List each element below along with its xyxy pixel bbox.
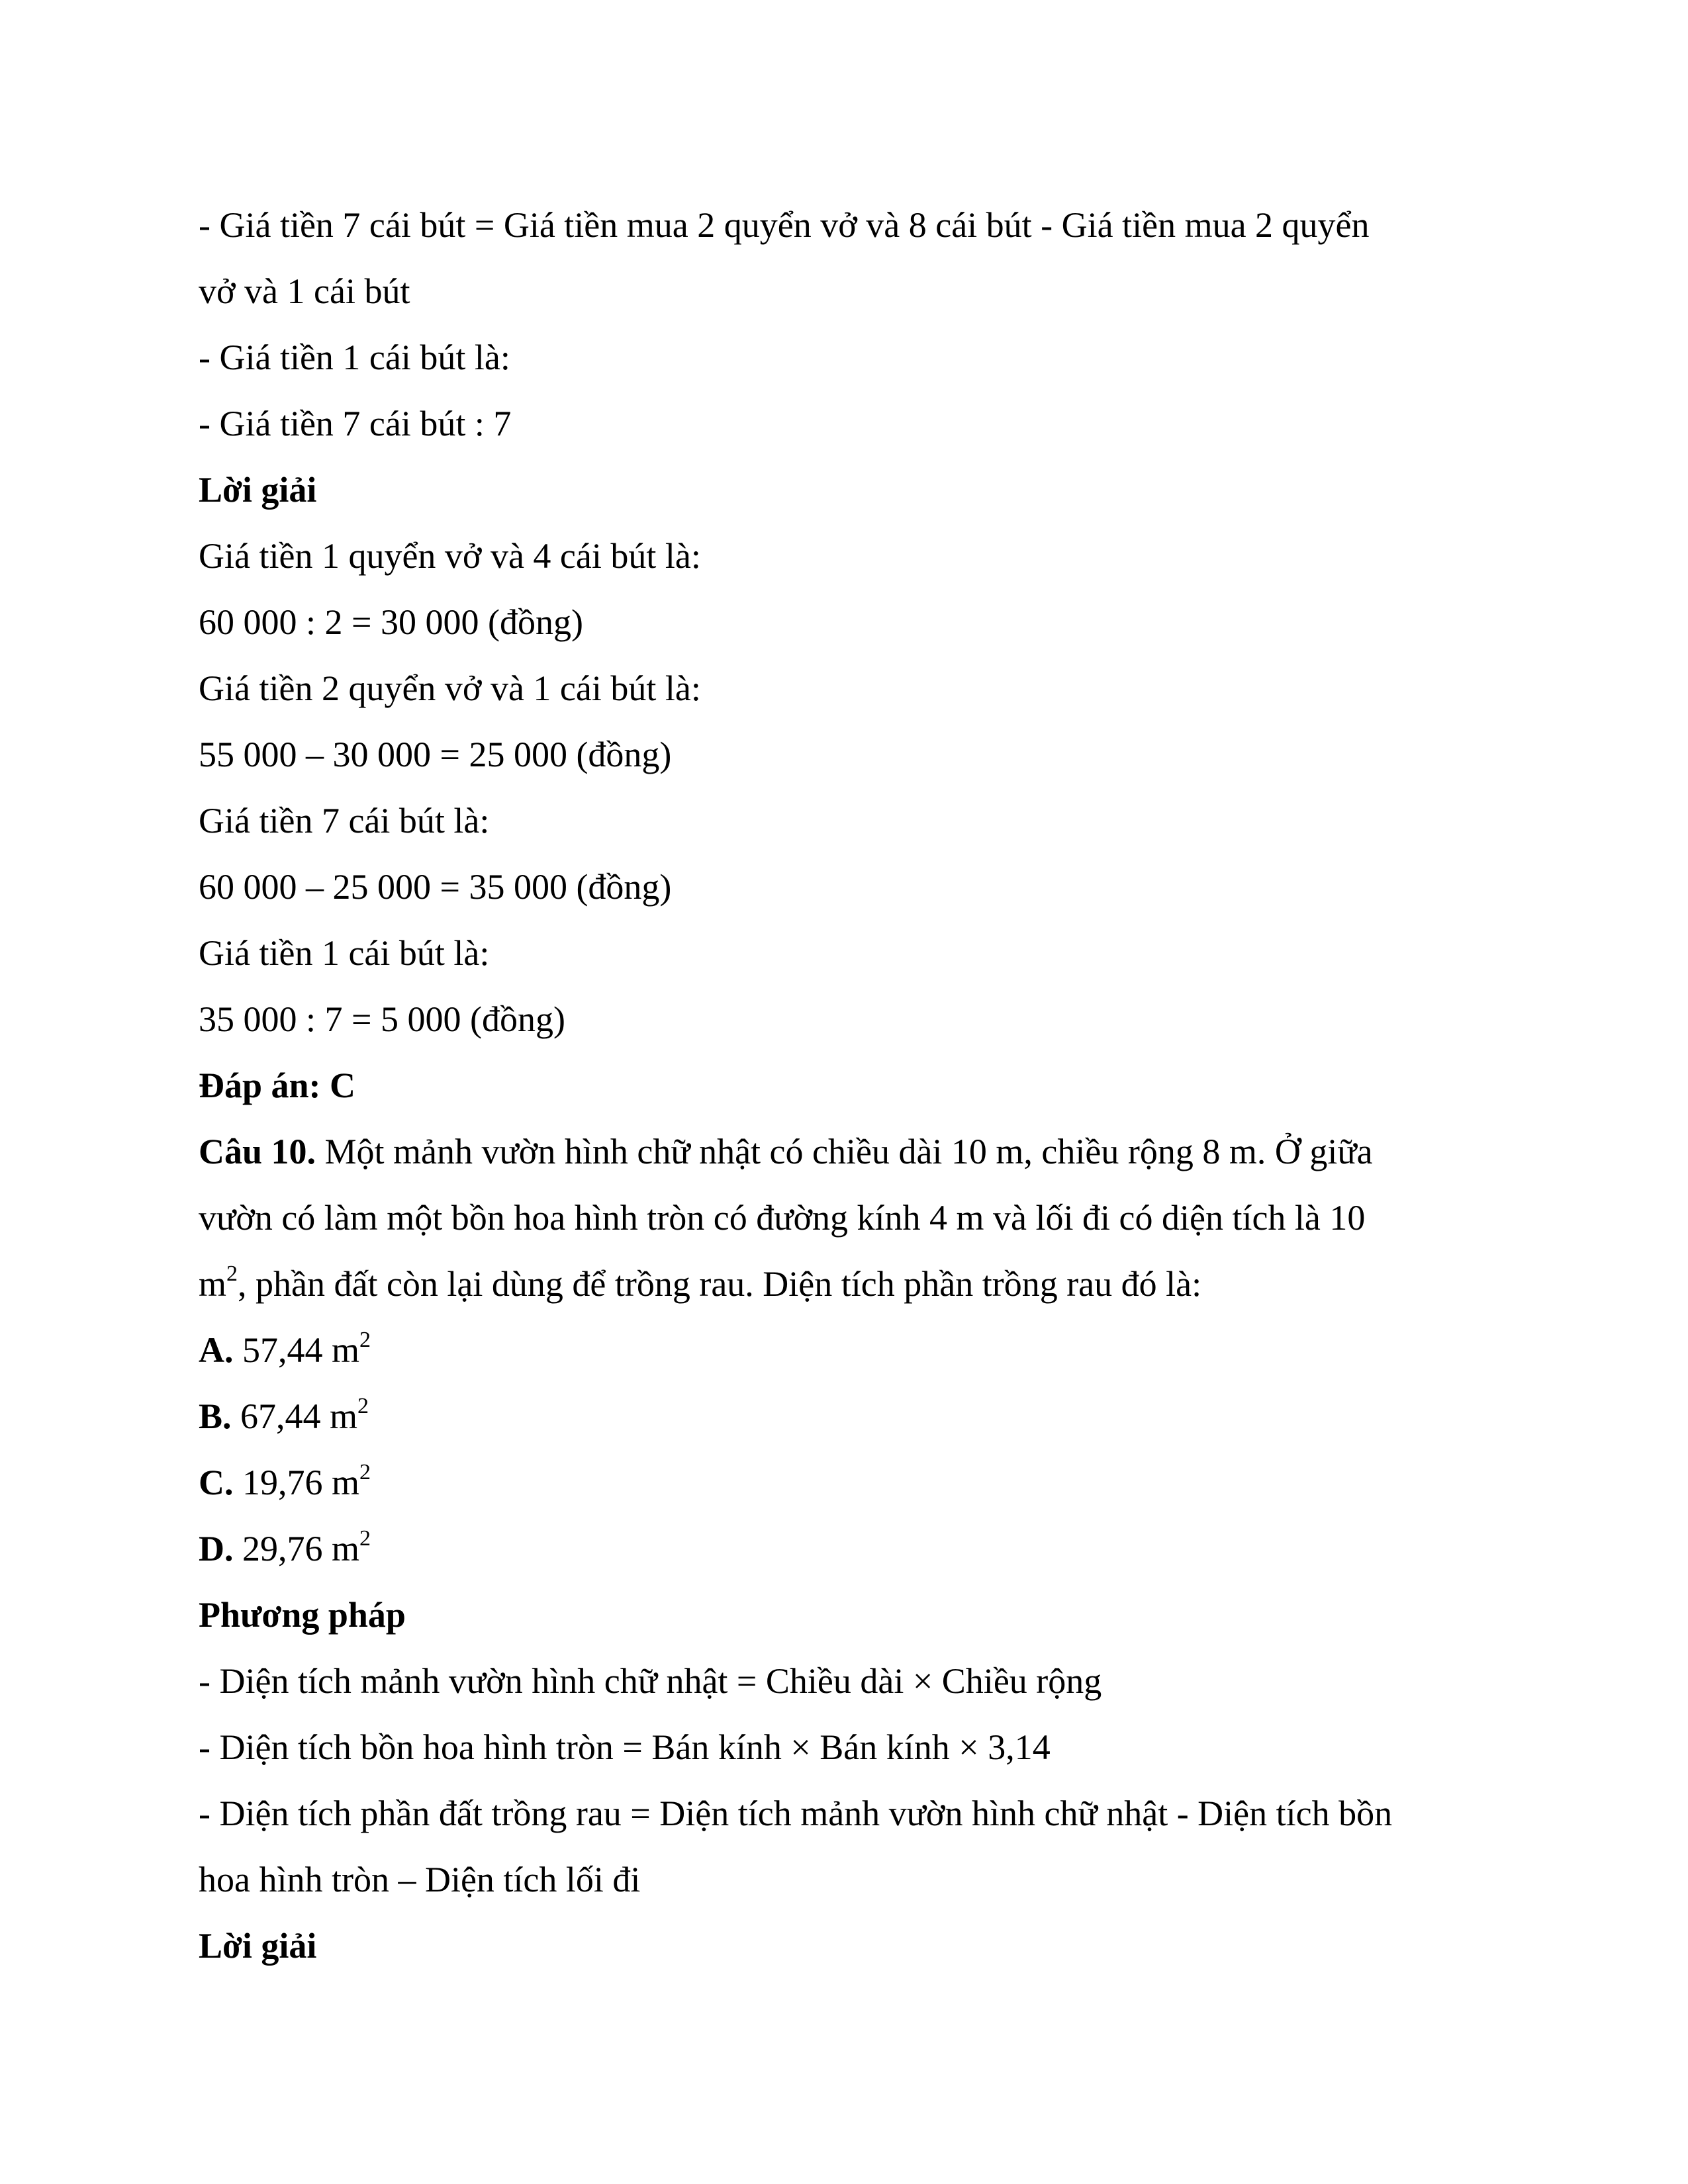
option-exponent: 2 <box>359 1526 371 1551</box>
question-text-3: , phần đất còn lại dùng để trồng rau. Diện tích phần trồng rau đó là: <box>238 1264 1202 1304</box>
method-line: hoa hình tròn – Diện tích lối đi <box>199 1860 641 1899</box>
option-letter: D. <box>199 1529 234 1569</box>
document-body <box>199 192 1489 1979</box>
option-value: 19,76 m <box>233 1463 360 1502</box>
option-letter: C. <box>199 1463 234 1502</box>
solution-line: 35 000 : 7 = 5 000 (đồng) <box>199 999 565 1039</box>
option-b <box>199 1383 1489 1449</box>
method-heading: Phương pháp <box>199 1595 406 1635</box>
option-exponent: 2 <box>357 1394 369 1418</box>
method-line: - Diện tích bồn hoa hình tròn = Bán kính × Bán kính × 3,14 <box>199 1727 1051 1767</box>
option-d <box>199 1516 1489 1582</box>
method-line: - Diện tích phần đất trồng rau = Diện tích mảnh vườn hình chữ nhật - Diện tích bồn <box>199 1794 1393 1833</box>
question-unit-exponent: 2 <box>226 1261 238 1286</box>
solution-line: 60 000 – 25 000 = 35 000 (đồng) <box>199 867 672 907</box>
solution-line: Giá tiền 1 cái bút là: <box>199 933 490 973</box>
question-label: Câu 10. <box>199 1132 316 1171</box>
question-unit: m <box>199 1264 227 1304</box>
solution-heading: Lời giải <box>199 1926 317 1966</box>
solution-line: Giá tiền 1 quyển vở và 4 cái bút là: <box>199 536 701 576</box>
hint-line: vở và 1 cái bút <box>199 271 410 311</box>
method-line: - Diện tích mảnh vườn hình chữ nhật = Chiều dài × Chiều rộng <box>199 1661 1102 1701</box>
option-letter: B. <box>199 1396 232 1436</box>
question-line-1 <box>199 1118 1489 1185</box>
hint-line: - Giá tiền 1 cái bút là: <box>199 338 510 377</box>
option-value: 57,44 m <box>233 1330 360 1370</box>
option-a <box>199 1317 1489 1383</box>
question-line-3 <box>199 1251 1489 1317</box>
solution-line: 55 000 – 30 000 = 25 000 (đồng) <box>199 735 672 774</box>
option-letter: A. <box>199 1330 234 1370</box>
solution-heading: Lời giải <box>199 470 317 510</box>
option-exponent: 2 <box>359 1460 371 1484</box>
solution-line: Giá tiền 2 quyển vở và 1 cái bút là: <box>199 668 701 708</box>
solution-line: Giá tiền 7 cái bút là: <box>199 801 490 841</box>
answer-label: Đáp án: C <box>199 1066 356 1105</box>
option-value: 67,44 m <box>231 1396 358 1436</box>
hint-line: - Giá tiền 7 cái bút = Giá tiền mua 2 quyển vở và 8 cái bút - Giá tiền mua 2 quyển <box>199 205 1370 245</box>
option-value: 29,76 m <box>233 1529 360 1569</box>
option-exponent: 2 <box>359 1328 371 1352</box>
question-text-1: Một mảnh vườn hình chữ nhật có chiều dài 10 m, chiều rộng 8 m. Ở giữa <box>316 1132 1373 1171</box>
question-line-2: vườn có làm một bồn hoa hình tròn có đường kính 4 m và lối đi có diện tích là 10 <box>199 1198 1366 1238</box>
hint-line: - Giá tiền 7 cái bút : 7 <box>199 404 512 443</box>
solution-line: 60 000 : 2 = 30 000 (đồng) <box>199 602 583 642</box>
option-c <box>199 1449 1489 1516</box>
